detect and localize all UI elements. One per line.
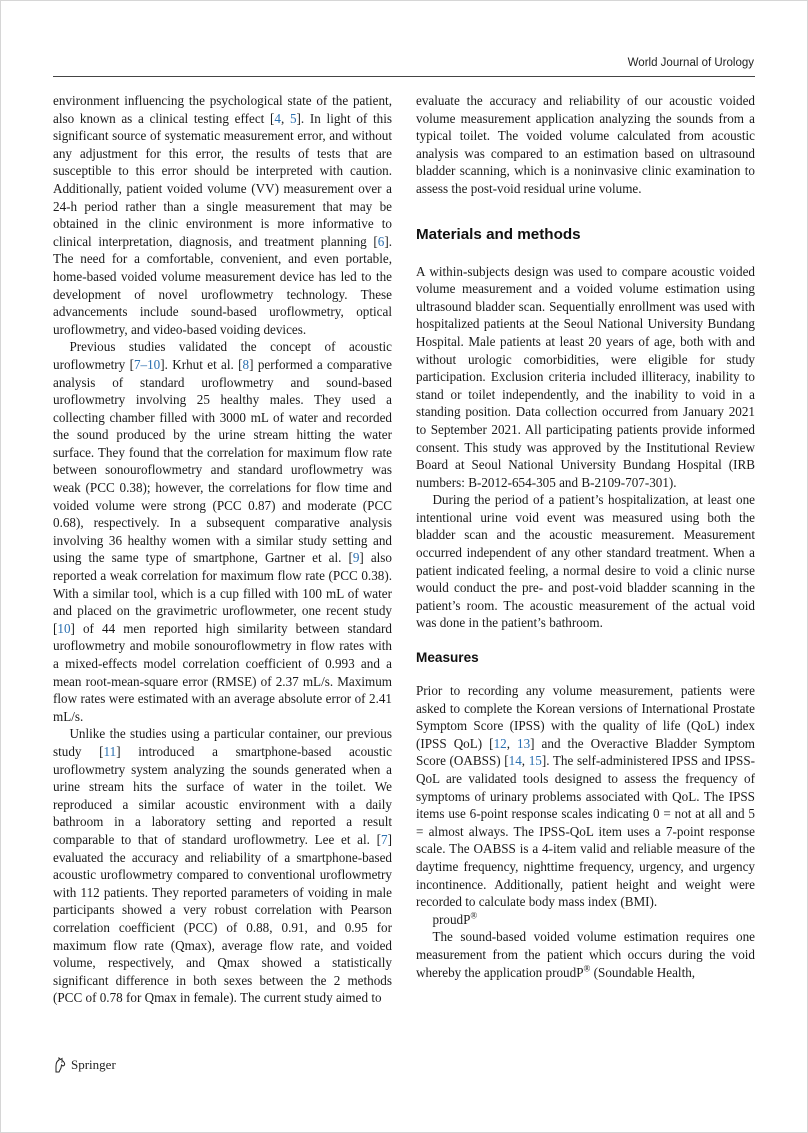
citation-link[interactable]: 14 (508, 753, 522, 769)
paragraph: The sound-based voided volume estimation requires one measurement from the patient which occurs during the void whereby the application proudP® (Soundable Health, (416, 929, 755, 980)
citation-link[interactable]: 5 (289, 110, 297, 126)
registered-mark: ® (583, 963, 591, 974)
subsection-heading: Measures (416, 650, 479, 666)
citation-link[interactable]: 7 (381, 831, 388, 847)
paragraph: During the period of a patient’s hospitalization, at least one intentional urine void event was measured using both the bladder scan and the acoustic measurement. Measurement occurred independent of any other standard treatment. When a patient indicated feeling, a normal desire to void a clinic nurse would conduct the pre- and post-void bladder scanning in the patient’s room. The acoustic measurement of the actual void was done in the patient’s bathroom. (416, 492, 755, 631)
citation-link[interactable]: 11 (103, 743, 117, 759)
registered-mark: ® (470, 910, 478, 921)
citation-link[interactable]: 6 (377, 233, 385, 249)
footer (53, 1057, 116, 1073)
citation-link[interactable]: 10 (57, 620, 71, 636)
right-column (416, 92, 755, 981)
citation-link[interactable]: 8 (242, 356, 250, 372)
springer-horse-icon (53, 1057, 67, 1073)
citation-link[interactable]: 12 (493, 735, 507, 751)
citation-link[interactable]: 7–10 (133, 356, 161, 372)
publisher-name: Springer (71, 1057, 116, 1072)
paragraph: environment influencing the psychological state of the patient, also known as a clinical testing effect [4, 5]. In light of this significant source of systematic measurement error, and without any adjustment for this error, the results of tests that are susceptible to this error should be interpreted with caution. Additionally, patient voided volume (VV) measurement over a 24-h period rather than a single measurement that may be obtained in the clinic environment is more informative to clinical interpretation, diagnosis, and treatment planning [6]. The need for a comfortable, convenient, and even portable, home-based voided volume measurement device has led to the development of novel uroflowmetry technology. These advancements include sound-based uroflowmetry, optical uroflowmetry, and video-based voiding devices. (53, 93, 392, 337)
header-rule (53, 76, 755, 77)
left-column (53, 92, 392, 1007)
citation-link[interactable]: 15 (528, 753, 542, 769)
section-heading: Materials and methods (416, 225, 581, 243)
paragraph: proudP® (432, 910, 478, 927)
paragraph: Previous studies validated the concept of acoustic uroflowmetry [7–10]. Krhut et al. [8] performed a comparative analysis of standard uroflowmetry and sound-based uroflowmetry involving 25 healthy males. They used a collecting chamber filled with 3000 mL of water and recorded the sound produced by the urine stream hitting the water surface. They found that the correlation for maximum flow rate between sonouroflowmetry and standard uroflowmetry was weak (PCC 0.38); however, the correlations for flow time and voided volume were strong (PCC 0.87) and moderate (PCC 0.68), respectively. In a subsequent comparative analysis involving 36 healthy women with a similar study setting and using the same type of smartphone, Gartner et al. [9] also reported a weak correlation for maximum flow rate (PCC 0.38). With a similar tool, which is a cup filled with 100 mL of water and placed on the gravimetric uroflowmeter, one recent study [10] of 44 men reported high similarity between standard uroflowmetry and mobile sonouroflowmetry in flow rates with a mixed-effects model correlation coefficient of 0.993 and a mean root-mean-square error (RMSE) of 2.37 mL/s. Maximum flow rates were estimated with an average absolute error of 2.41 mL/s. (53, 339, 392, 724)
running-head: World Journal of Urology (627, 57, 754, 69)
paragraph: evaluate the accuracy and reliability of our acoustic voided volume measurement application analyzing the sounds from a typical toilet. The voided volume calculated from acoustic analysis was compared to an estimation based on ultrasound bladder scanning, which is a noninvasive clinic examination to assess the post-void residual urine volume. (416, 93, 755, 196)
paragraph: Prior to recording any volume measurement, patients were asked to complete the Korean versions of International Prostate Symptom Score (IPSS) with the quality of life (QoL) index (IPSS QoL) [12, 13] and the Overactive Bladder Symptom Score (OABSS) [14, 15]. The self-administered IPSS and IPSS-QoL are validated tools designed to assess the frequency of symptoms of urinary problems associated with QoL. The IPSS items use 6-point response scales indicating 0 = not at all and 5 = almost always. The IPSS-QoL item uses a 7-point response scale. The OABSS is a 4-item valid and reliable measure of the daytime frequency, nighttime frequency, urgency, and urgency incontinence. Additionally, patient height and weight were recorded to calculate body mass index (BMI). (416, 683, 755, 910)
citation-link[interactable]: 13 (517, 735, 531, 751)
citation-link[interactable]: 4 (274, 110, 281, 126)
paragraph: Unlike the studies using a particular container, our previous study [11] introduced a smartphone-based acoustic uroflowmetry system analyzing the sounds generated when a urine stream hits the surface of water in the toilet. We reproduced a similar acoustic environment with a daily bathroom in a laboratory setting and reported a result comparable to that of standard uroflowmetry. Lee et al. [7] evaluated the accuracy and reliability of a smartphone-based acoustic uroflowmetry compared to conventional uroflowmetry with 112 patients. They reported parameters of voiding in male participants showed a very robust correlation with Pearson correlation coefficient (PCC) of 0.88, 0.91, and 0.95 for maximum flow rate (Qmax), average flow rate, and voided volume, respectively, and Qmax showed a statistically significant difference in both sexes between the 2 methods (PCC of 0.78 for Qmax in female). The current study aimed to (53, 726, 393, 1006)
citation-link[interactable]: 9 (352, 550, 360, 566)
paragraph: A within-subjects design was used to compare acoustic voided volume measurement and a voided volume estimation using ultrasound bladder scan. Sequentially enrollment was used with hospitalized patients at the Seoul National University Bundang Hospital. Male patients at least 20 years of age, both with and without urologic comorbidities, were eligible for study participation. Exclusion criteria included illiteracy, inability to stand or toilet independently, and the inability to void in a standing position. Data collection occurred from January 2021 to September 2021. All participating patients provide informed consent. This study was approved by the Institutional Review Board at Seoul National University Bundang Hospital (IRB numbers: B-2012-654-305 and B-2109-707-301). (416, 263, 755, 490)
